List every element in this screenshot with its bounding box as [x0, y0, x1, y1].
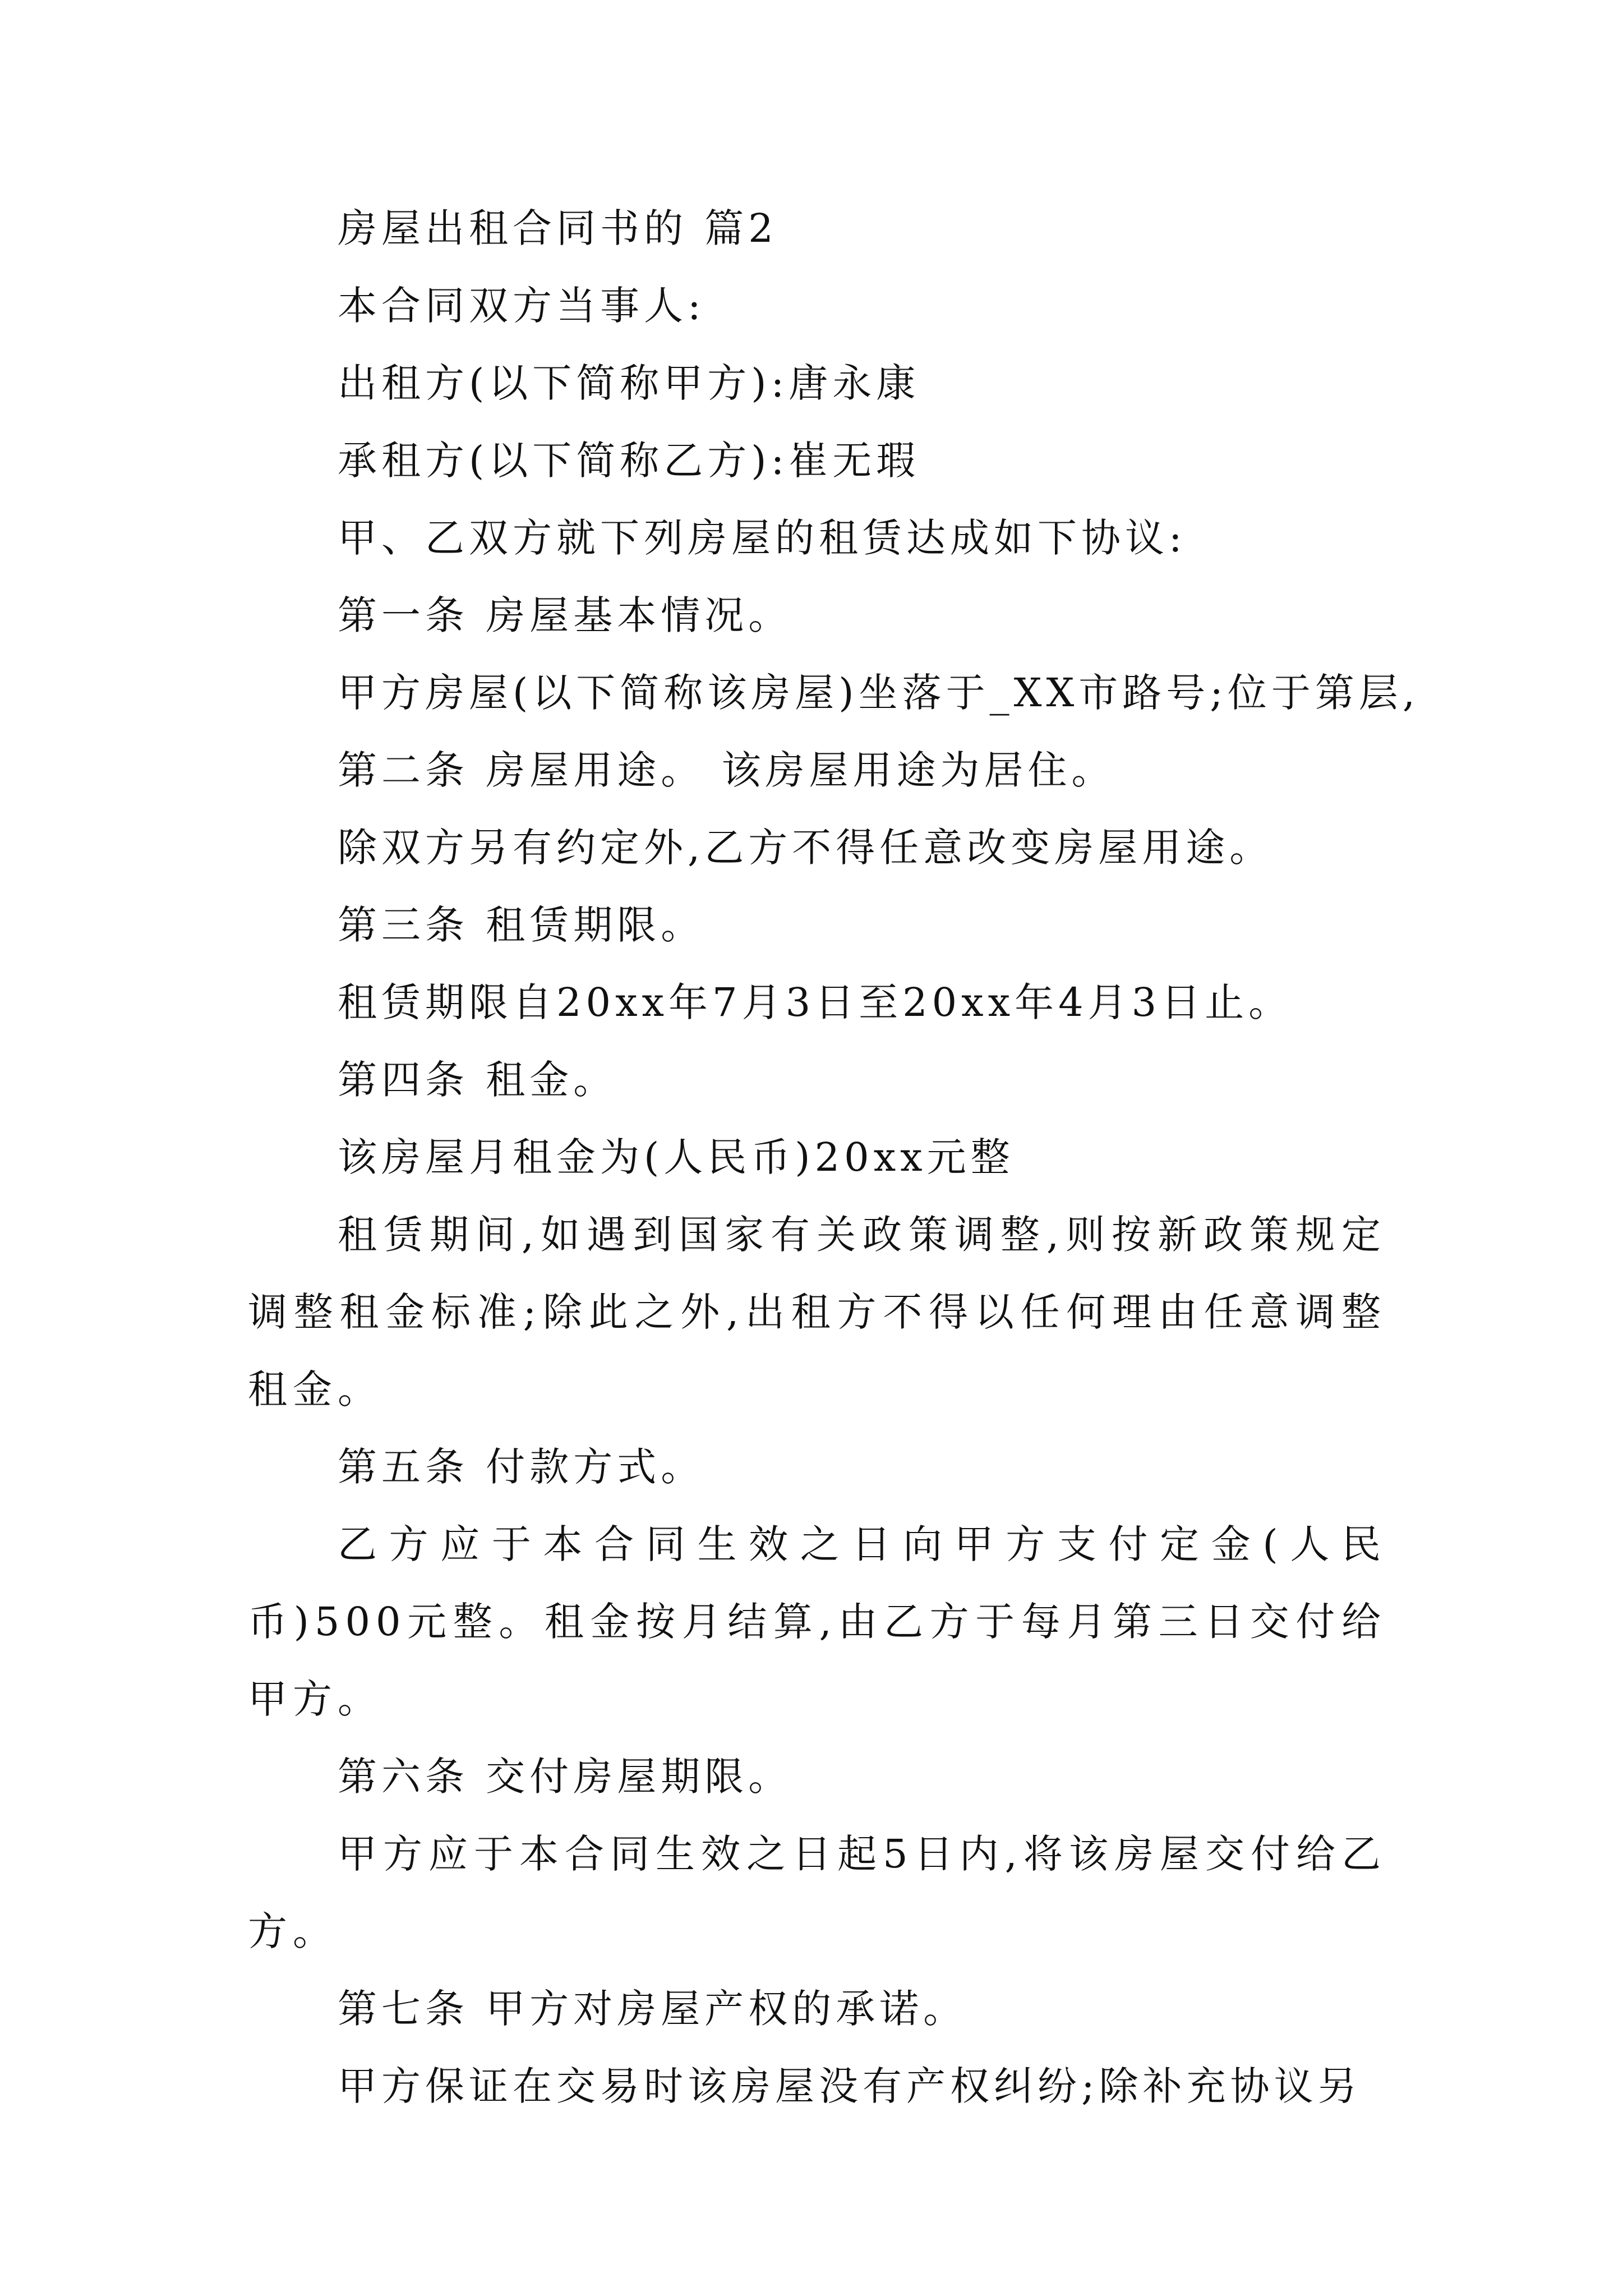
document-body	[248, 205, 1420, 2144]
paragraph-agreement: 甲、乙双方就下列房屋的租赁达成如下协议:	[338, 515, 1187, 561]
paragraph-lessor: 出租方(以下简称甲方):唐永康	[338, 360, 920, 406]
article-2-heading: 第二条 房屋用途。 该房屋用途为居住。	[338, 747, 1115, 793]
article-2-text: 除双方另有约定外,乙方不得任意改变房屋用途。	[338, 825, 1274, 871]
article-6-text: 甲方应于本合同生效之日起5日内,将该房屋交付给乙方。	[248, 1831, 1386, 1954]
article-6-heading: 第六条 交付房屋期限。	[338, 1754, 792, 1800]
article-7-heading: 第七条 甲方对房屋产权的承诺。	[338, 1986, 967, 2032]
article-5-heading: 第五条 付款方式。	[338, 1444, 705, 1490]
article-4-adjustment: 租赁期间,如遇到国家有关政策调整,则按新政策规定调整租金标准;除此之外,出租方不得以任何理由任意调整租金。	[248, 1212, 1386, 1412]
paragraph-parties-intro: 本合同双方当事人:	[338, 283, 706, 329]
article-1-text: 甲方房屋(以下简称该房屋)坐落于_XX市路号;位于第层,	[338, 670, 1420, 716]
section-title: 房屋出租合同书的 篇2	[338, 205, 778, 251]
article-4-heading: 第四条 租金。	[338, 1057, 617, 1103]
article-1-heading: 第一条 房屋基本情况。	[338, 592, 792, 638]
article-5-text: 乙方应于本合同生效之日向甲方支付定金(人民币)500元整。租金按月结算,由乙方于每月第三日交付给甲方。	[248, 1521, 1386, 1722]
article-4-text: 该房屋月租金为(人民币)20xx元整	[338, 1134, 1015, 1180]
article-3-text: 租赁期限自20xx年7月3日至20xx年4月3日止。	[338, 979, 1293, 1025]
article-3-heading: 第三条 租赁期限。	[338, 902, 705, 948]
article-7-text: 甲方保证在交易时该房屋没有产权纠纷;除补充协议另	[338, 2063, 1362, 2109]
paragraph-lessee: 承租方(以下简称乙方):崔无瑕	[338, 438, 920, 484]
